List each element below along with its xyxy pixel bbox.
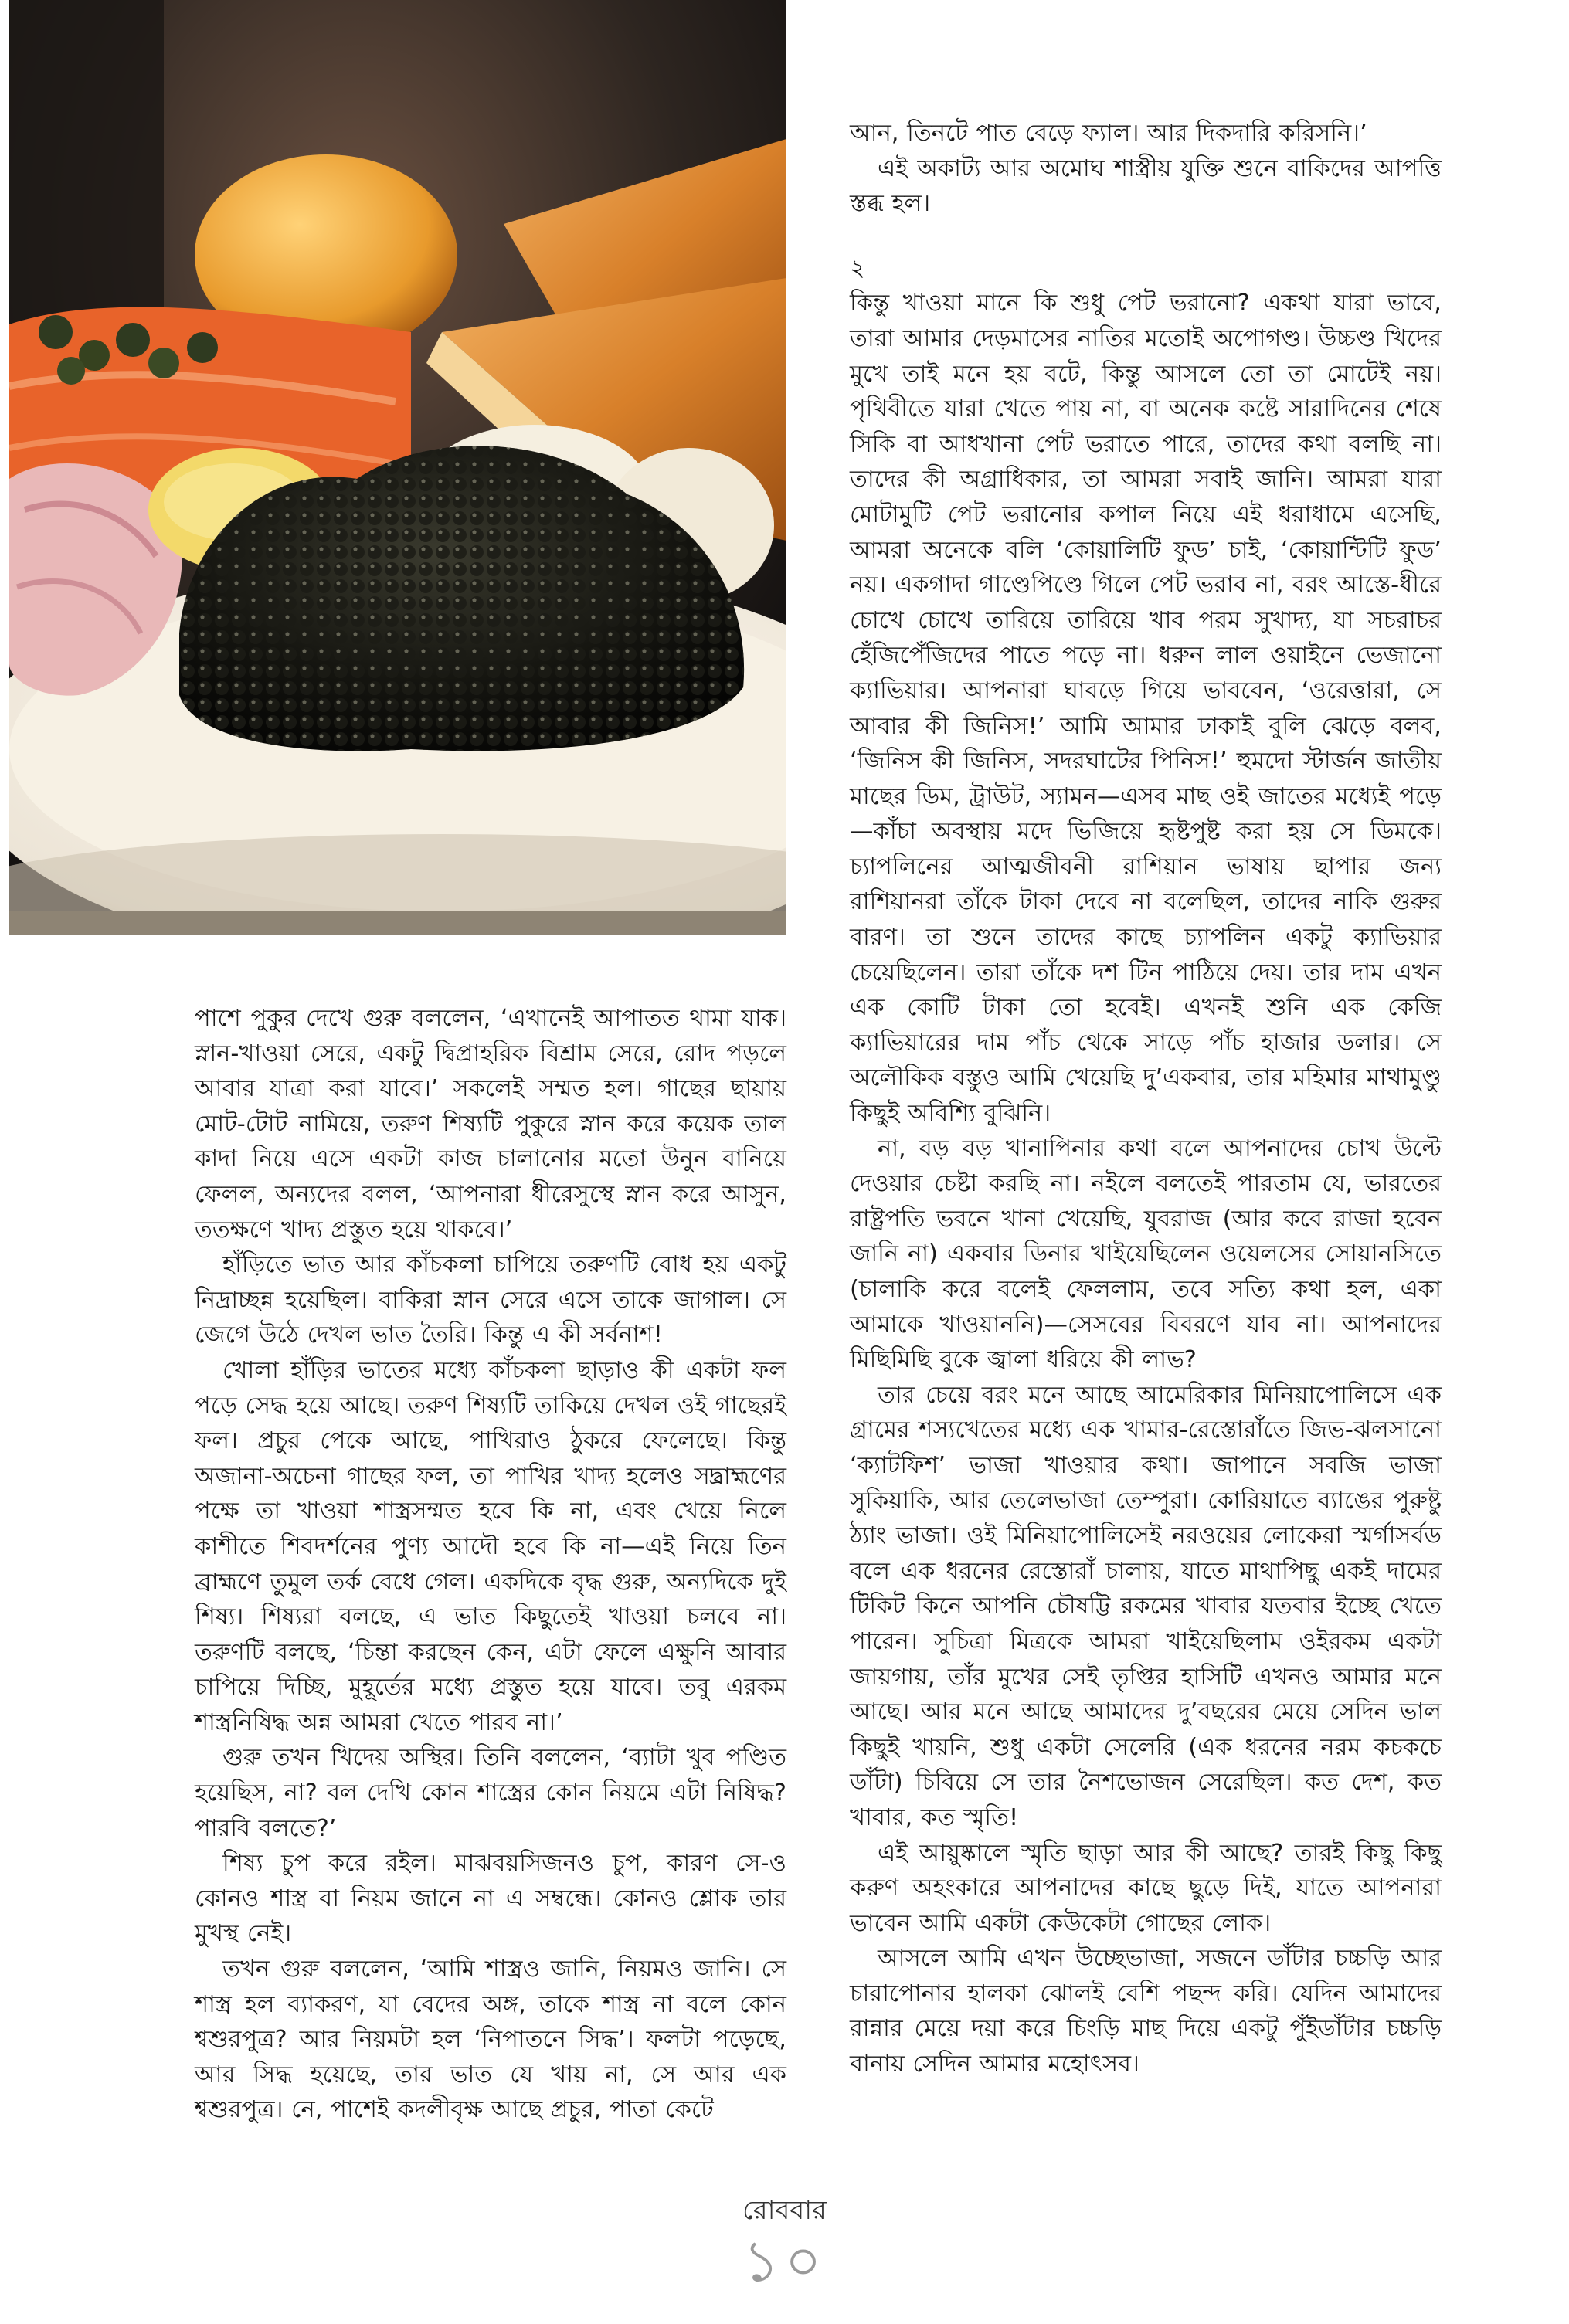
right-text-column [850, 116, 1442, 2082]
body-paragraph: পাশে পুকুর দেখে গুরু বললেন, ‘এখানেই আপাতত থামা যাক। স্নান-খাওয়া সেরে, একটু দ্বিপ্রাহরিক বিশ্রাম সেরে, রোদ পড়লে আবার যাত্রা করা যাবে।’ সকলেই সম্মত হল। গাছের ছায়ায় মোট-টোট নামিয়ে, তরুণ শিষ্যটি পুকুরে স্নান করে কয়েক তাল কাদা নিয়ে এসে একটা কাজ চালানোর মতো উনুন বানিয়ে ফেলল, অন্যদের বলল, ‘আপনারা ধীরেসুস্থে স্নান করে আসুন, ততক্ষণে খাদ্য প্রস্তুত হয়ে থাকবে।’ [195, 1005, 786, 1243]
body-paragraph: গুরু তখন খিদেয় অস্থির। তিনি বললেন, ‘ব্যাটা খুব পণ্ডিত হয়েছিস, না? বল দেখি কোন শাস্ত্রের কোন নিয়মে এটা নিষিদ্ধ? পারবি বলতে?’ [195, 1744, 786, 1842]
page-number: ১০ [742, 2228, 827, 2295]
body-paragraph: শিষ্য চুপ করে রইল। মাঝবয়সিজনও চুপ, কারণ সে-ও কোনও শাস্ত্র বা নিয়ম জানে না এ সম্বন্ধে। কোনও শ্লোক তার মুখস্থ নেই। [195, 1850, 786, 1948]
section-number: ২ [850, 254, 865, 282]
body-paragraph: এই অকাট্য আর অমোঘ শাস্ত্রীয় যুক্তি শুনে বাকিদের আপত্তি স্তব্ধ হল। [850, 154, 1442, 218]
magazine-name: রোববার [742, 2195, 827, 2226]
body-paragraph: আসলে আমি এখন উচ্ছেভাজা, সজনে ডাঁটার চচ্চড়ি আর চারাপোনার হালকা ঝোলই বেশি পছন্দ করি। যেদিন আমাদের রান্নার মেয়ে দয়া করে চিংড়ি মাছ দিয়ে একটু পুঁইডাঁটার চচ্চড়ি বানায় সেদিন আমার মহোৎসব। [850, 1945, 1442, 2078]
section-opening-paragraph: কিন্তু খাওয়া মানে কি শুধু পেট ভরানো? একথা যারা ভাবে, তারা আমার দেড়মাসের নাতির মতোই অপোগণ্ড। উচ্চণ্ড খিদের মুখে তাই মনে হয় বটে, কিন্তু আসলে তো তা মোটেই নয়। পৃথিবীতে যারা খেতে পায় না, বা অনেক কষ্টে সারাদিনের শেষে সিকি বা আধখানা পেট ভরাতে পারে, তাদের কথা বলছি না। তাদের কী অগ্রাধিকার, তা আমরা সবাই জানি। আমরা যারা মোটামুটি পেট ভরানোর কপাল নিয়ে এই ধরাধামে এসেছি, আমরা অনেকে বলি ‘কোয়ালিটি ফুড’ চাই, ‘কোয়ান্টিটি ফুড’ নয়। একগাদা গাণ্ডেপিণ্ডে গিলে পেট ভরাব না, বরং আস্তে-ধীরে চোখে চোখে তারিয়ে তারিয়ে খাব পরম সুখাদ্য, যা সচরাচর হেঁজিপেঁজিদের পাতে পড়ে না। ধরুন লাল ওয়াইনে ভেজানো ক্যাভিয়ার। আপনারা ঘাবড়ে গিয়ে ভাববেন, ‘ওরেত্তারা, সে আবার কী জিনিস!’ আমি আমার ঢাকাই বুলি ঝেড়ে বলব, ‘জিনিস কী জিনিস, সদরঘাটের পিনিস!’ হুমদো স্টার্জন জাতীয় মাছের ডিম, ট্রাউট, স্যামন—এসব মাছ ওই জাতের মধ্যেই পড়ে—কাঁচা অবস্থায় মদে ভিজিয়ে হৃষ্টপুষ্ট করা হয় সে ডিমকে। চ্যাপলিনের আত্মজীবনী রাশিয়ান ভাষায় ছাপার জন্য রাশিয়ানরা তাঁকে টাকা দেবে না বলেছিল, তাদের নাকি গুরুর বারণ। তা শুনে তাদের কাছে চ্যাপলিন একটু ক্যাভিয়ার চেয়েছিলেন। তারা তাঁকে দশ টিন পাঠিয়ে দেয়। তার দাম এখন এক কোটি টাকা তো হবেই। এখনই শুনি এক কেজি ক্যাভিয়ারের দাম পাঁচ থেকে সাড়ে পাঁচ হাজার ডলার। সে অলৌকিক বস্তুও আমি খেয়েছি দু’একবার, তার মহিমার মাথামুণ্ডু কিছুই অবিশ্যি বুঝিনি। [850, 290, 1442, 1128]
caviar-plate-image [9, 0, 786, 935]
body-paragraph: না, বড় বড় খানাপিনার কথা বলে আপনাদের চোখ উল্টে দেওয়ার চেষ্টা করছি না। নইলে বলতেই পারতাম যে, ভারতের রাষ্ট্রপতি ভবনে খানা খেয়েছি, যুবরাজ (আর কবে রাজা হবেন জানি না) একবার ডিনার খাইয়েছিলেন ওয়েলসের সোয়ানসিতে (চালাকি করে বলেই ফেললাম, তবে সত্যি কথা হল, একা আমাকে খাওয়াননি)—সেসবের বিবরণে যাব না। আপনাদের মিছিমিছি বুকে জ্বালা ধরিয়ে কী লাভ? [850, 1135, 1442, 1374]
body-paragraph: খোলা হাঁড়ির ভাতের মধ্যে কাঁচকলা ছাড়াও কী একটা ফল পড়ে সেদ্ধ হয়ে আছে। তরুণ শিষ্যটি তাকিয়ে দেখল ওই গাছেরই ফল। প্রচুর পেকে আছে, পাখিরাও ঠুকরে ফেলেছে। কিন্তু অজানা-অচেনা গাছের ফল, তা পাখির খাদ্য হলেও সদ্ব্রাহ্মণের পক্ষে তা খাওয়া শাস্ত্রসম্মত হবে কি না, এবং খেয়ে নিলে কাশীতে শিবদর্শনের পুণ্য আদৌ হবে কি না—এই নিয়ে তিন ব্রাহ্মণে তুমুল তর্ক বেধে গেল। একদিকে বৃদ্ধ গুরু, অন্যদিকে দুই শিষ্য। শিষ্যরা বলছে, এ ভাত কিছুতেই খাওয়া চলবে না। তরুণটি বলছে, ‘চিন্তা করছেন কেন, এটা ফেলে এক্ষুনি আবার চাপিয়ে দিচ্ছি, মুহূর্তের মধ্যে প্রস্তুত হয়ে যাবে। তবু এরকম শাস্ত্রনিষিদ্ধ অন্ন আমরা খেতে পারব না।’ [195, 1356, 786, 1736]
left-text-column [195, 1001, 786, 2128]
continued-line: আন, তিনটে পাত বেড়ে ফ্যাল। আর দিকদারি করিসনি।’ [850, 120, 1367, 147]
body-paragraph: তখন গুরু বললেন, ‘আমি শাস্ত্রও জানি, নিয়মও জানি। সে শাস্ত্র হল ব্যাকরণ, যা বেদের অঙ্গ, তাকে শাস্ত্র না বলে কোন শ্বশুরপুত্র? আর নিয়মটা হল ‘নিপাতনে সিদ্ধ’। ফলটা পড়েছে, আর সিদ্ধ হয়েছে, তার ভাত যে খায় না, সে আর এক শ্বশুরপুত্র। নে, পাশেই কদলীবৃক্ষ আছে প্রচুর, পাতা কেটে [195, 1956, 786, 2124]
body-paragraph: তার চেয়ে বরং মনে আছে আমেরিকার মিনিয়াপোলিসে এক গ্রামের শস্যখেতের মধ্যে এক খামার-রেস্তোরাঁতে জিভ-ঝলসানো ‘ক্যাটফিশ’ ভাজা খাওয়ার কথা। জাপানে সবজি ভাজা সুকিয়াকি, আর তেলেভাজা তেম্পুরা। কোরিয়াতে ব্যাঙের পুরুষ্টু ঠ্যাং ভাজা। ওই মিনিয়াপোলিসেই নরওয়ের লোকেরা স্মর্গাসর্বড বলে এক ধরনের রেস্তোরাঁ চালায়, যাতে মাথাপিছু একই দামের টিকিট কিনে আপনি চৌষট্টি রকমের খাবার যতবার ইচ্ছে খেতে পারেন। সুচিত্রা মিত্রকে আমরা খাইয়েছিলাম ওইরকম একটা জায়গায়, তাঁর মুখের সেই তৃপ্তির হাসিটি এখনও আমার মনে আছে। আর মনে আছে আমাদের দু’বছরের মেয়ে সেদিন ভাল কিছুই খায়নি, শুধু একটা সেলেরি (এক ধরনের নরম কচকচে ডাঁটা) চিবিয়ে সে তার নৈশভোজন সেরেছিল। কত দেশ, কত খাবার, কত স্মৃতি! [850, 1381, 1442, 1831]
body-paragraph: হাঁড়িতে ভাত আর কাঁচকলা চাপিয়ে তরুণটি বোধ হয় একটু নিদ্রাচ্ছন্ন হয়েছিল। বাকিরা স্নান সেরে এসে তাকে জাগাল। সে জেগে উঠে দেখল ভাত তৈরি। কিন্তু এ কী সর্বনাশ! [195, 1251, 786, 1349]
body-paragraph: এই আয়ুষ্কালে স্মৃতি ছাড়া আর কী আছে? তারই কিছু কিছু করুণ অহংকারে আপনাদের কাছে ছুড়ে দিই, যাতে আপনারা ভাবেন আমি একটা কেউকেটা গোছের লোক। [850, 1839, 1442, 1937]
caviar-plate-photo [9, 0, 786, 935]
